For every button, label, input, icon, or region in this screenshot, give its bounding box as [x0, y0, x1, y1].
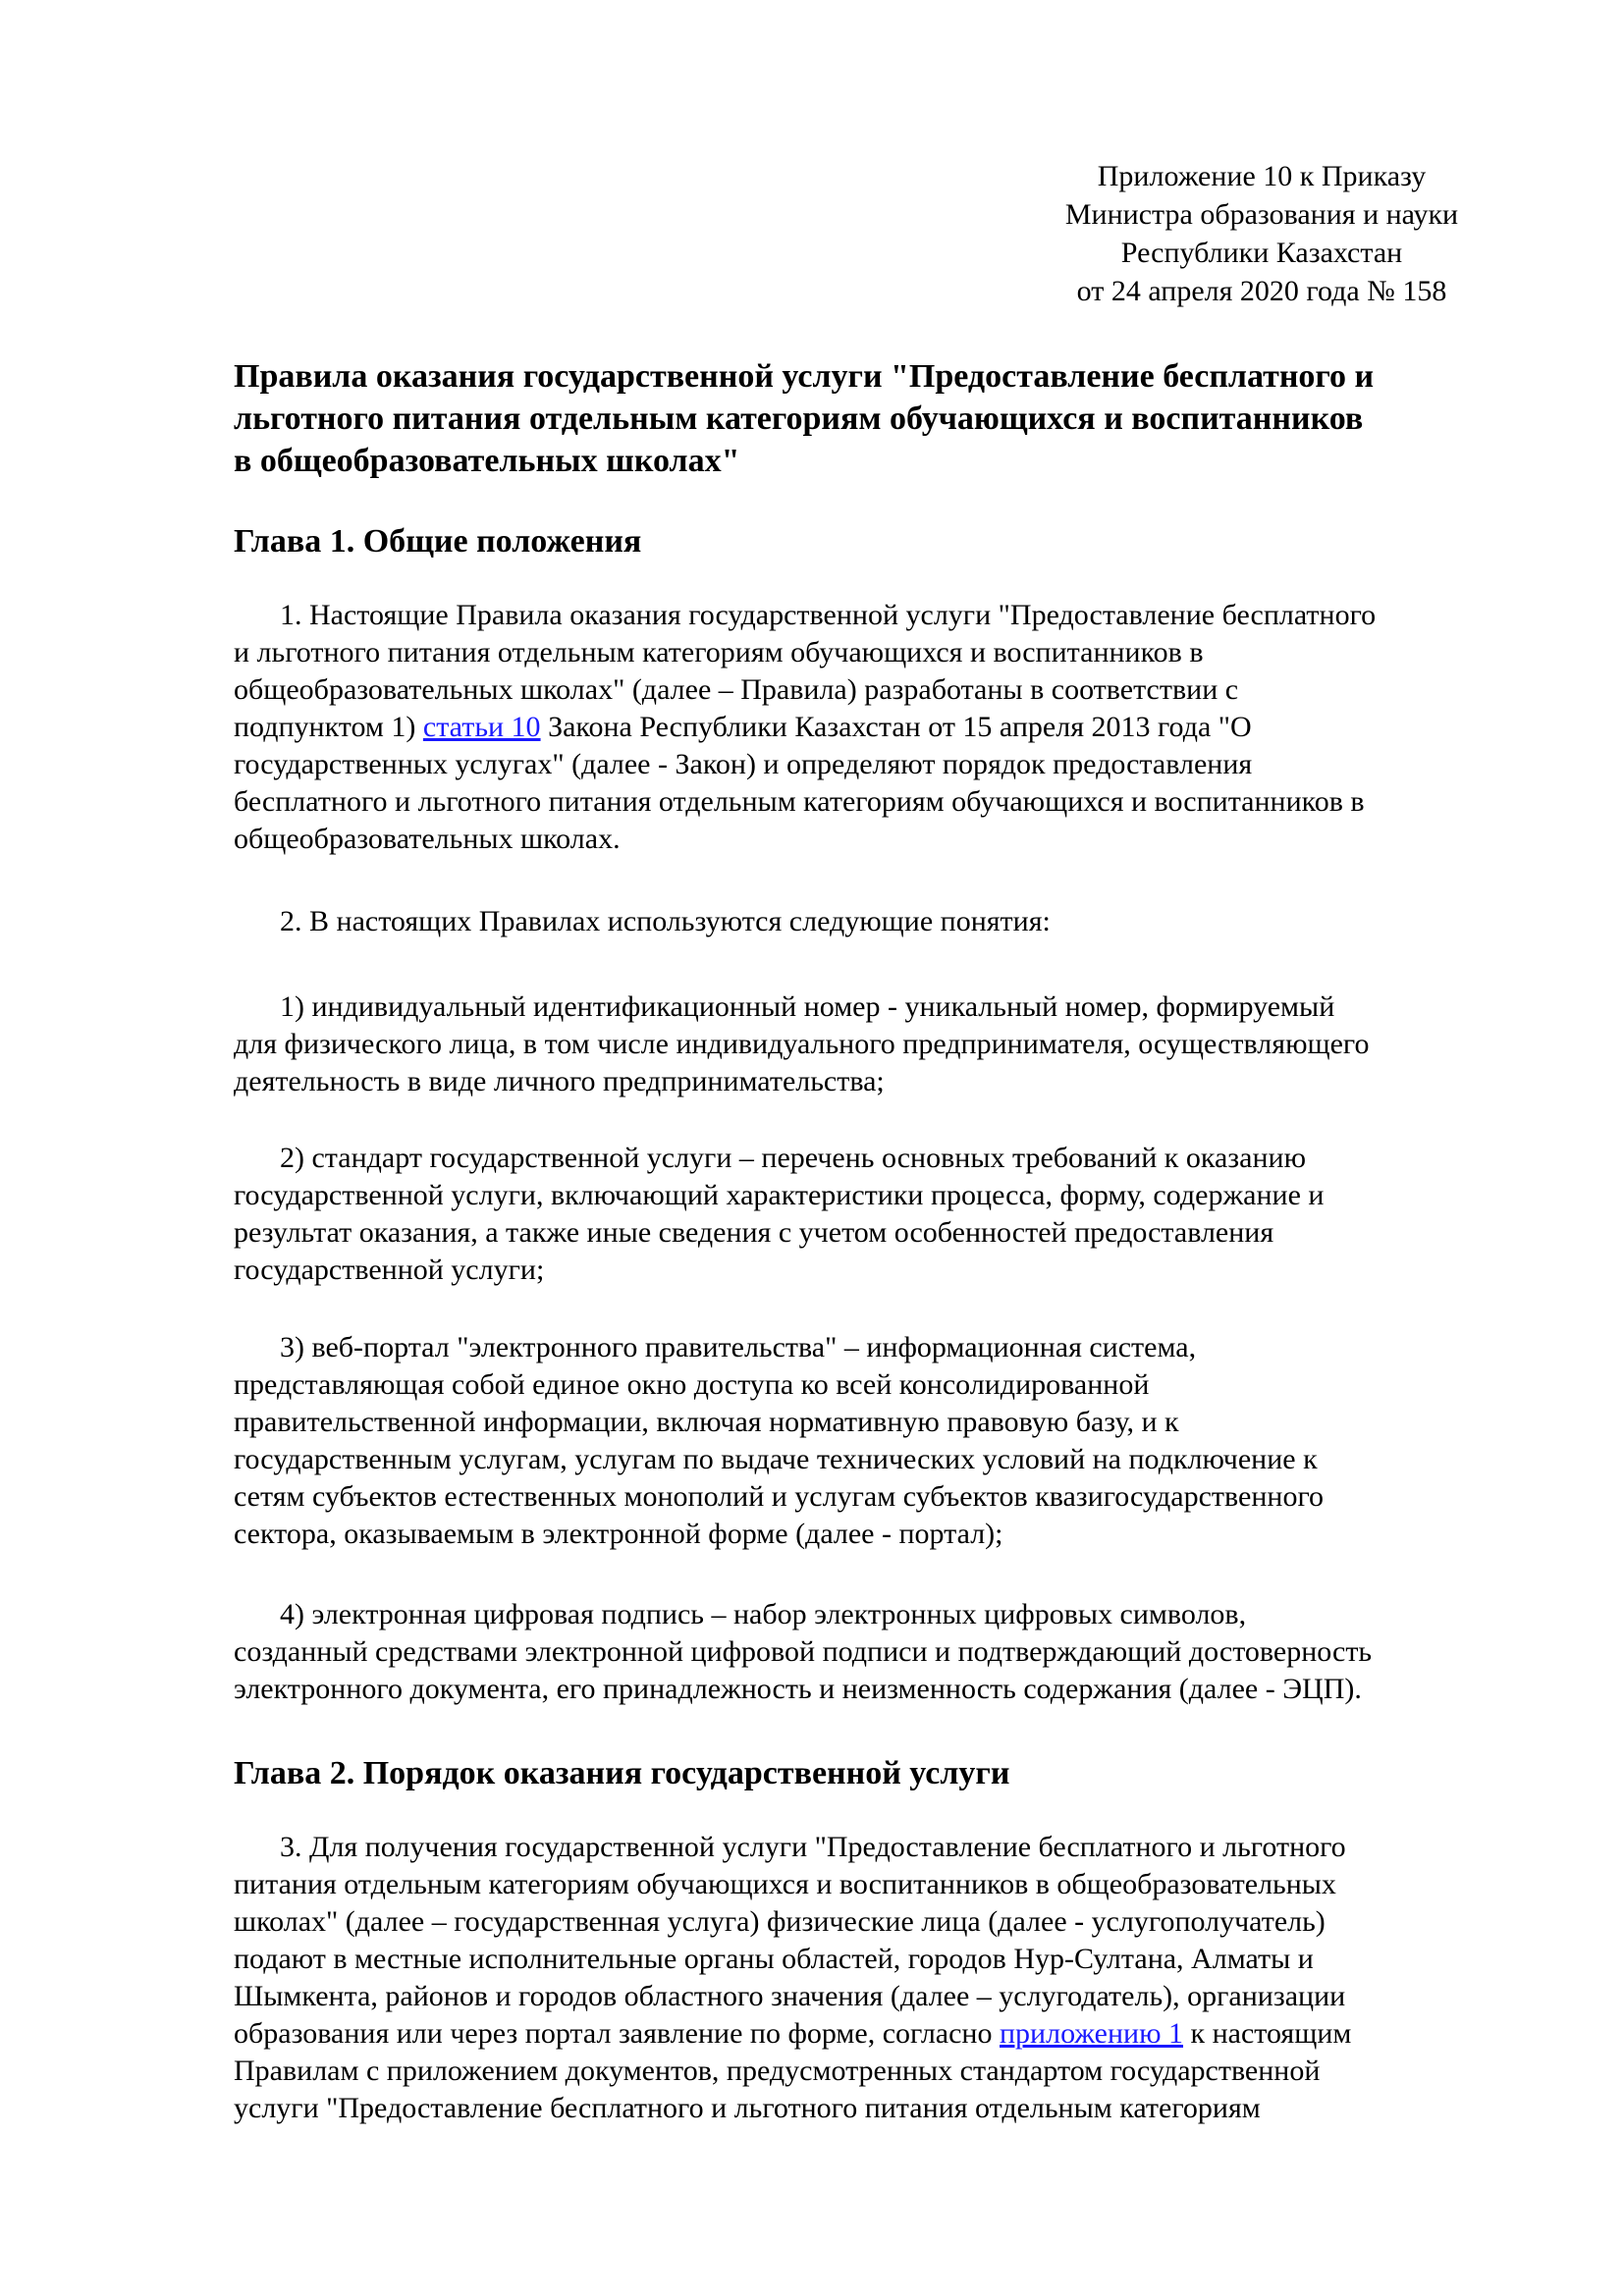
paragraph-line: государственной услуги;	[234, 1254, 545, 1286]
paragraph-line: услуги "Предоставление бесплатного и льготного питания отдельным категориям	[234, 2092, 1261, 2124]
paragraph-line: правительственной информации, включая нормативную правовую базу, и к	[234, 1406, 1179, 1438]
text-span: Закона Республики Казахстан от 15 апреля 2013 года "О	[540, 711, 1252, 743]
paragraph-line: Правилам с приложением документов, предусмотренных стандартом государственной	[234, 2055, 1321, 2087]
appendix-header	[1026, 157, 1497, 310]
title-line-1: Правила оказания государственной услуги "Предоставление бесплатного и	[234, 358, 1375, 395]
text-span: к настоящим	[1183, 2017, 1352, 2050]
definition-item-3	[234, 1329, 1510, 1553]
paragraph-line: общеобразовательных школах.	[234, 823, 621, 855]
document-title	[234, 355, 1510, 482]
definition-item-4	[234, 1596, 1510, 1708]
definition-item-2	[234, 1140, 1510, 1289]
appendix-1-link[interactable]: приложению 1	[1000, 2017, 1184, 2050]
paragraph-line: созданный средствами электронной цифровой подписи и подтверждающий достоверность	[234, 1635, 1373, 1668]
paragraph-line: 4) электронная цифровая подпись – набор электронных цифровых символов,	[280, 1598, 1247, 1630]
paragraph-line: подают в местные исполнительные органы областей, городов Нур-Султана, Алматы и	[234, 1943, 1314, 1975]
paragraph-line: 2. В настоящих Правилах используются следующие понятия:	[280, 905, 1051, 937]
paragraph-line: электронного документа, его принадлежность и неизменность содержания (далее - ЭЦП).	[234, 1673, 1362, 1705]
text-span: образования или через портал заявление по форме, согласно	[234, 2017, 1000, 2050]
paragraph-line: сетям субъектов естественных монополий и услугам субъектов квазигосударственного	[234, 1480, 1324, 1513]
paragraph-line	[234, 2015, 1510, 2053]
paragraph-line: для физического лица, в том числе индивидуального предпринимателя, осуществляющего	[234, 1028, 1370, 1060]
definition-item-1	[234, 988, 1510, 1100]
title-line-2: льготного питания отдельным категориям обучающихся и воспитанников	[234, 400, 1364, 437]
paragraph-line: общеобразовательных школах" (далее – Правила) разработаны в соответствии с	[234, 673, 1239, 706]
paragraph-line: питания отдельным категориям обучающихся и воспитанников в общеобразовательных	[234, 1868, 1336, 1900]
paragraph-line: школах" (далее – государственная услуга) физические лица (далее - услугополучатель)	[234, 1905, 1326, 1938]
paragraph-1	[234, 597, 1510, 858]
appendix-line-3: Республики Казахстан	[1120, 237, 1403, 269]
paragraph-line	[234, 709, 1510, 746]
paragraph-line: деятельность в виде личного предпринимательства;	[234, 1065, 885, 1097]
paragraph-line: государственной услуги, включающий характеристики процесса, форму, содержание и	[234, 1179, 1325, 1211]
paragraph-line: бесплатного и льготного питания отдельным категориям обучающихся и воспитанников в	[234, 785, 1365, 818]
paragraph-line: государственных услугах" (далее - Закон) и определяют порядок предоставления	[234, 748, 1253, 780]
paragraph-line: Шымкента, районов и городов областного значения (далее – услугодатель), организации	[234, 1980, 1346, 2012]
text-span: подпунктом 1)	[234, 711, 423, 743]
paragraph-line: представляющая собой единое окно доступа ко всей консолидированной	[234, 1368, 1150, 1401]
paragraph-line: результат оказания, а также иные сведения с учетом особенностей предоставления	[234, 1216, 1274, 1249]
paragraph-3-service	[234, 1829, 1510, 2127]
paragraph-line: сектора, оказываемым в электронной форме (далее - портал);	[234, 1518, 1003, 1550]
paragraph-2	[234, 903, 1510, 940]
appendix-line-4: от 24 апреля 2020 года № 158	[1076, 275, 1447, 307]
paragraph-line: 2) стандарт государственной услуги – перечень основных требований к оказанию	[280, 1142, 1306, 1174]
paragraph-line: и льготного питания отдельным категориям обучающихся и воспитанников в	[234, 636, 1204, 668]
paragraph-line: 3. Для получения государственной услуги "Предоставление бесплатного и льготного	[280, 1831, 1346, 1863]
paragraph-line: 1) индивидуальный идентификационный номер - уникальный номер, формируемый	[280, 990, 1335, 1023]
paragraph-line: 1. Настоящие Правила оказания государственной услуги "Предоставление бесплатного	[280, 599, 1377, 631]
chapter-2-heading: Глава 2. Порядок оказания государственной услуги	[234, 1755, 1010, 1791]
title-line-3: в общеобразовательных школах"	[234, 443, 740, 479]
appendix-line-1: Приложение 10 к Приказу	[1097, 160, 1427, 192]
appendix-line-2: Министра образования и науки	[1064, 198, 1459, 231]
paragraph-line: 3) веб-портал "электронного правительства" – информационная система,	[280, 1331, 1197, 1363]
chapter-1-heading: Глава 1. Общие положения	[234, 523, 642, 560]
article-10-link[interactable]: статьи 10	[422, 711, 541, 743]
paragraph-line: государственным услугам, услугам по выдаче технических условий на подключение к	[234, 1443, 1318, 1475]
